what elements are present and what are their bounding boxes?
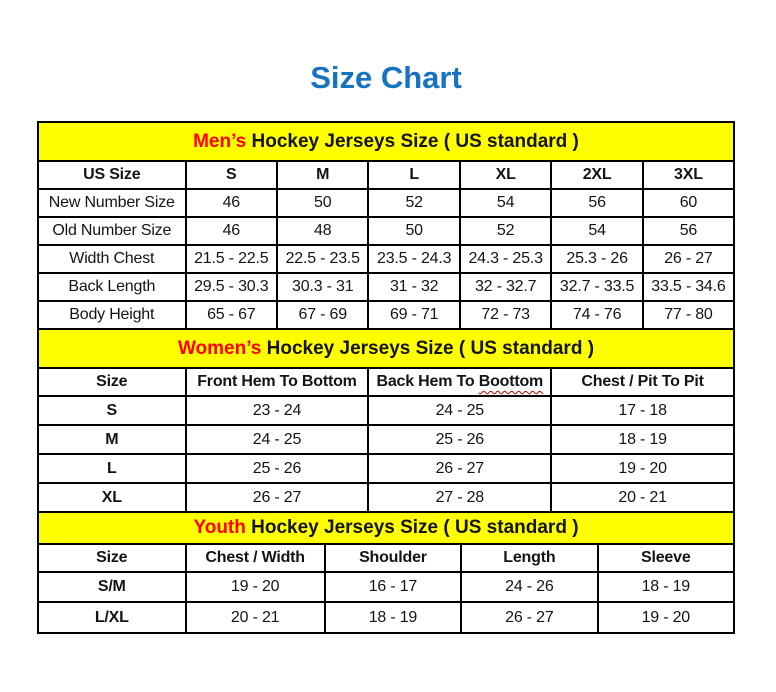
mens-banner-text: Hockey Jerseys Size ( US standard ) xyxy=(251,130,579,152)
data-cell: 54 xyxy=(551,217,642,245)
data-cell: 52 xyxy=(368,189,459,217)
data-cell: 30.3 - 31 xyxy=(277,273,368,301)
womens-banner-highlight: Women’s xyxy=(177,337,262,359)
data-cell: 24 - 26 xyxy=(461,572,597,602)
data-cell: 23.5 - 24.3 xyxy=(368,245,459,273)
data-cell: 60 xyxy=(643,189,734,217)
data-cell: 21.5 - 22.5 xyxy=(186,245,277,273)
data-cell: 72 - 73 xyxy=(460,301,551,329)
data-cell: 24 - 25 xyxy=(368,396,551,425)
youth-banner xyxy=(38,512,734,544)
row-label: Old Number Size xyxy=(38,217,186,245)
table-row xyxy=(38,602,734,633)
mens-column-header: M xyxy=(277,161,368,189)
mens-column-header: S xyxy=(186,161,277,189)
data-cell: 17 - 18 xyxy=(551,396,734,425)
mens-column-header: XL xyxy=(460,161,551,189)
row-label: M xyxy=(38,425,186,454)
data-cell: 19 - 20 xyxy=(551,454,734,483)
youth-column-header: Shoulder xyxy=(325,544,461,572)
data-cell: 19 - 20 xyxy=(186,572,325,602)
womens-column-header: Chest / Pit To Pit xyxy=(551,368,734,396)
youth-header-row xyxy=(38,544,734,572)
womens-column-header: Size xyxy=(38,368,186,396)
data-cell: 20 - 21 xyxy=(551,483,734,512)
youth-column-header: Sleeve xyxy=(598,544,734,572)
youth-banner-highlight: Youth xyxy=(193,517,246,538)
youth-banner-text: Hockey Jerseys Size ( US standard ) xyxy=(251,517,579,538)
mens-banner xyxy=(38,122,734,161)
youth-size-table xyxy=(37,511,735,634)
data-cell: 29.5 - 30.3 xyxy=(186,273,277,301)
data-cell: 18 - 19 xyxy=(551,425,734,454)
data-cell: 26 - 27 xyxy=(643,245,734,273)
table-row xyxy=(38,217,734,245)
youth-column-header: Chest / Width xyxy=(186,544,325,572)
data-cell: 25.3 - 26 xyxy=(551,245,642,273)
youth-column-header: Size xyxy=(38,544,186,572)
row-label: L xyxy=(38,454,186,483)
womens-banner-row xyxy=(38,329,734,368)
data-cell: 20 - 21 xyxy=(186,602,325,633)
data-cell: 54 xyxy=(460,189,551,217)
table-row xyxy=(38,189,734,217)
data-cell: 22.5 - 23.5 xyxy=(277,245,368,273)
mens-size-table xyxy=(37,121,735,330)
mens-column-header: 2XL xyxy=(551,161,642,189)
row-label: S/M xyxy=(38,572,186,602)
row-label: Body Height xyxy=(38,301,186,329)
table-row xyxy=(38,483,734,512)
data-cell: 26 - 27 xyxy=(368,454,551,483)
data-cell: 16 - 17 xyxy=(325,572,461,602)
data-cell: 69 - 71 xyxy=(368,301,459,329)
data-cell: 48 xyxy=(277,217,368,245)
data-cell: 74 - 76 xyxy=(551,301,642,329)
data-cell: 18 - 19 xyxy=(598,572,734,602)
mens-header-row xyxy=(38,161,734,189)
womens-banner-text: Hockey Jerseys Size ( US standard ) xyxy=(266,337,595,359)
mens-banner-row xyxy=(38,122,734,161)
table-row xyxy=(38,572,734,602)
page-title: Size Chart xyxy=(310,60,462,95)
table-row xyxy=(38,425,734,454)
data-cell: 18 - 19 xyxy=(325,602,461,633)
data-cell: 25 - 26 xyxy=(368,425,551,454)
data-cell: 27 - 28 xyxy=(368,483,551,512)
row-label: Back Length xyxy=(38,273,186,301)
data-cell: 67 - 69 xyxy=(277,301,368,329)
data-cell: 77 - 80 xyxy=(643,301,734,329)
row-label: Width Chest xyxy=(38,245,186,273)
table-row xyxy=(38,396,734,425)
row-label: XL xyxy=(38,483,186,512)
data-cell: 25 - 26 xyxy=(186,454,369,483)
data-cell: 24 - 25 xyxy=(186,425,369,454)
data-cell: 56 xyxy=(643,217,734,245)
row-label: L/XL xyxy=(38,602,186,633)
data-cell: 56 xyxy=(551,189,642,217)
womens-column-header xyxy=(368,368,551,396)
table-row xyxy=(38,273,734,301)
womens-header-row xyxy=(38,368,734,396)
data-cell: 46 xyxy=(186,217,277,245)
data-cell: 46 xyxy=(186,189,277,217)
data-cell: 65 - 67 xyxy=(186,301,277,329)
row-label: S xyxy=(38,396,186,425)
data-cell: 33.5 - 34.6 xyxy=(643,273,734,301)
mens-banner-highlight: Men’s xyxy=(193,130,247,152)
womens-column-header: Front Hem To Bottom xyxy=(186,368,369,396)
womens-banner xyxy=(38,329,734,368)
data-cell: 32.7 - 33.5 xyxy=(551,273,642,301)
data-cell: 23 - 24 xyxy=(186,396,369,425)
data-cell: 26 - 27 xyxy=(186,483,369,512)
mens-column-header: 3XL xyxy=(643,161,734,189)
data-cell: 32 - 32.7 xyxy=(460,273,551,301)
data-cell: 50 xyxy=(277,189,368,217)
data-cell: 52 xyxy=(460,217,551,245)
data-cell: 26 - 27 xyxy=(461,602,597,633)
table-row xyxy=(38,301,734,329)
youth-column-header: Length xyxy=(461,544,597,572)
mens-column-header: US Size xyxy=(38,161,186,189)
row-label: New Number Size xyxy=(38,189,186,217)
data-cell: 31 - 32 xyxy=(368,273,459,301)
womens-size-table xyxy=(37,328,735,513)
youth-banner-row xyxy=(38,512,734,544)
data-cell: 50 xyxy=(368,217,459,245)
data-cell: 24.3 - 25.3 xyxy=(460,245,551,273)
table-row xyxy=(38,245,734,273)
data-cell: 19 - 20 xyxy=(598,602,734,633)
mens-column-header: L xyxy=(368,161,459,189)
back-hem-label: Back Hem To xyxy=(376,373,475,390)
table-row xyxy=(38,454,734,483)
misspelled-word: Boottom xyxy=(478,373,544,390)
